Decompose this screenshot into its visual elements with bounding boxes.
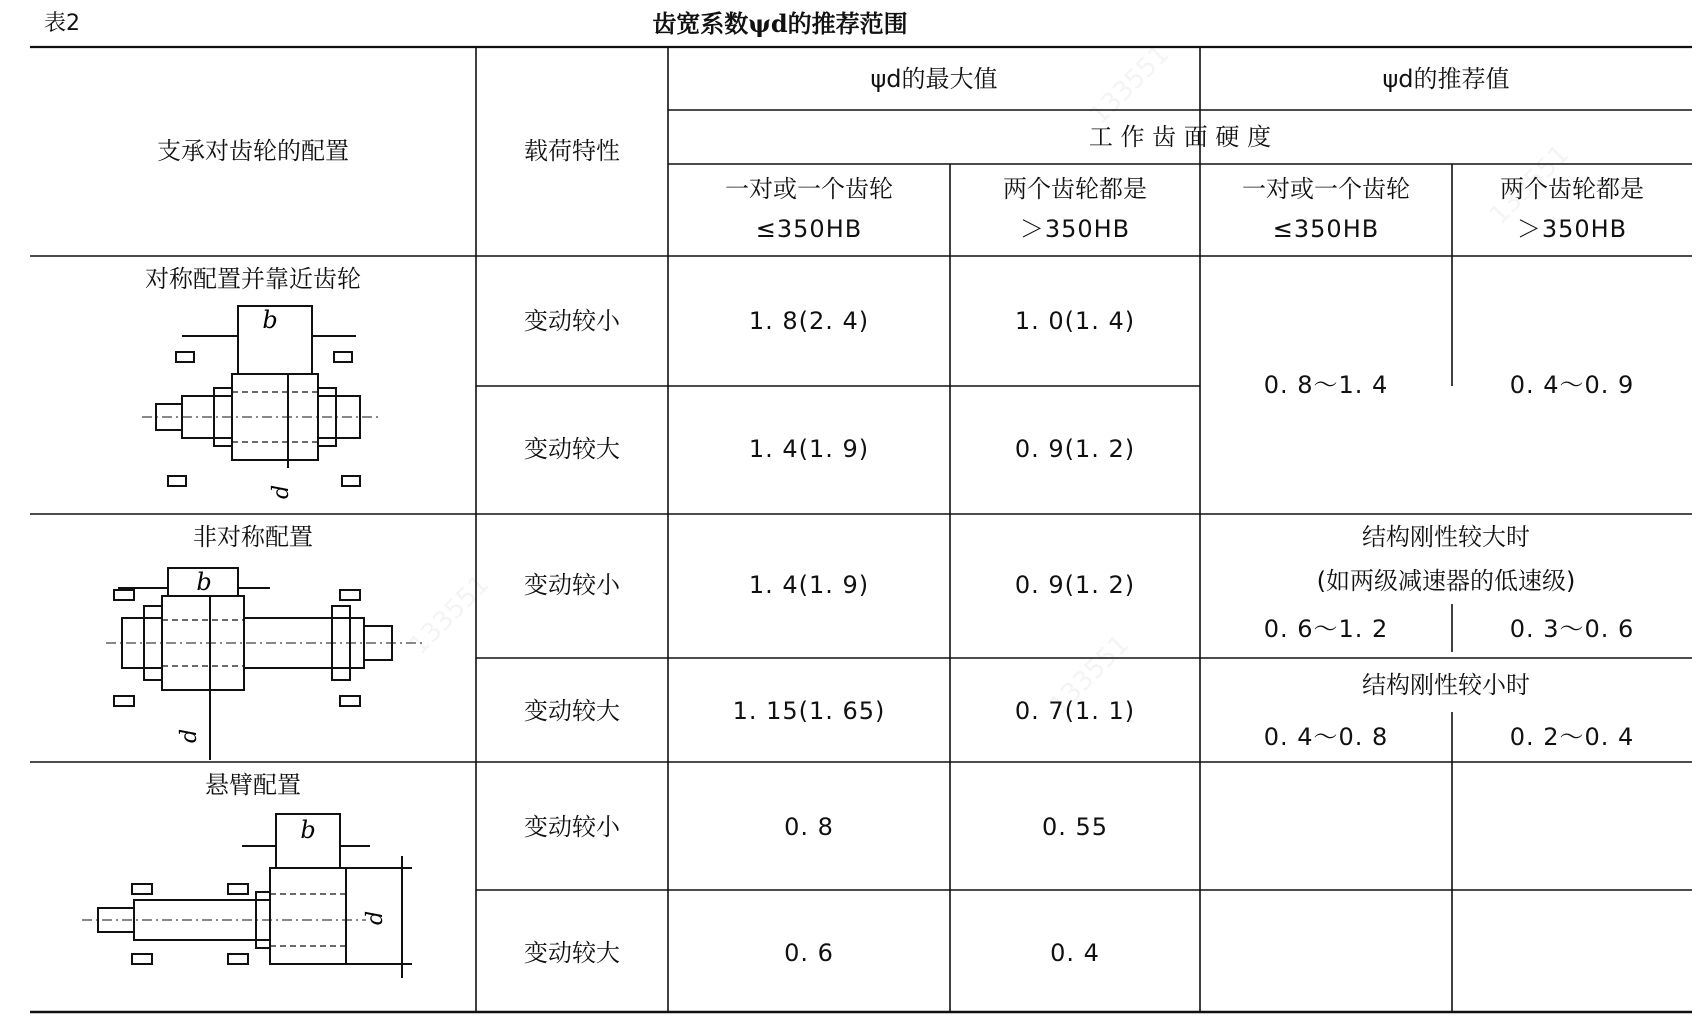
value-cell: 1. 15(1. 65) [732,697,886,725]
value-cell: 1. 4(1. 9) [748,435,870,463]
value-cell: 0. 9(1. 2) [1014,571,1136,599]
header-hard-rec-line1: 两个齿轮都是 [1500,175,1644,203]
config-name-symmetric: 对称配置并靠近齿轮 [145,265,361,293]
d1-label: d [177,728,202,744]
header-load: 载荷特性 [524,137,620,165]
flexible-note: 结构刚性较小时 [1362,671,1530,699]
b-label: b [262,306,278,334]
rigid-note-detail: (如两级减速器的低速级) [1316,567,1576,595]
cantilever-gear-sketch [76,806,426,991]
load-cell: 变动较小 [524,307,620,335]
load-cell: 变动较小 [524,813,620,841]
header-hard-rec-line2: ＞350HB [1516,215,1628,243]
header-max: ψd的最大值 [870,65,998,93]
config-name-cantilever: 悬臂配置 [205,771,301,799]
load-cell: 变动较大 [524,939,620,967]
value-cell: 1. 8(2. 4) [748,307,870,335]
b-label: b [300,816,316,844]
value-cell: 1. 0(1. 4) [1014,307,1136,335]
rigid-note: 结构刚性较大时 [1362,523,1530,551]
header-soft-max-line2: ≤350HB [755,215,863,243]
d1-label: d [269,484,294,500]
load-cell: 变动较大 [524,435,620,463]
value-cell: 0. 8 [784,813,834,841]
value-cell: 0. 4～0. 9 [1509,371,1635,399]
load-cell: 变动较小 [524,571,620,599]
value-cell: 1. 4(1. 9) [748,571,870,599]
load-cell: 变动较大 [524,697,620,725]
value-cell: 0. 7(1. 1) [1014,697,1136,725]
value-cell: 0. 6 [784,939,834,967]
header-hard-max-line2: ＞350HB [1019,215,1131,243]
symmetric-gear-sketch [120,296,390,511]
value-cell: 0. 4～0. 8 [1263,723,1389,751]
header-hardness: 工 作 齿 面 硬 度 [1088,123,1272,151]
header-recommended: ψd的推荐值 [1382,65,1510,93]
value-cell: 0. 9(1. 2) [1014,435,1136,463]
header-soft-max-line1: 一对或一个齿轮 [725,175,893,203]
header-soft-rec-line2: ≤350HB [1272,215,1380,243]
header-config: 支承对齿轮的配置 [157,137,349,165]
asymmetric-gear-sketch [100,560,430,760]
value-cell: 0. 8～1. 4 [1263,371,1389,399]
value-cell: 0. 6～1. 2 [1263,615,1389,643]
value-cell: 0. 2～0. 4 [1509,723,1635,751]
d1-label: d [363,910,388,926]
table-title: 齿宽系数ψd的推荐范围 [652,9,908,38]
header-soft-rec-line1: 一对或一个齿轮 [1242,175,1410,203]
config-name-asymmetric: 非对称配置 [193,523,313,551]
b-label: b [196,568,212,596]
table-number: 表2 [44,11,80,36]
value-cell: 0. 55 [1041,813,1109,841]
value-cell: 0. 4 [1050,939,1100,967]
value-cell: 0. 3～0. 6 [1509,615,1635,643]
header-hard-max-line1: 两个齿轮都是 [1003,175,1147,203]
